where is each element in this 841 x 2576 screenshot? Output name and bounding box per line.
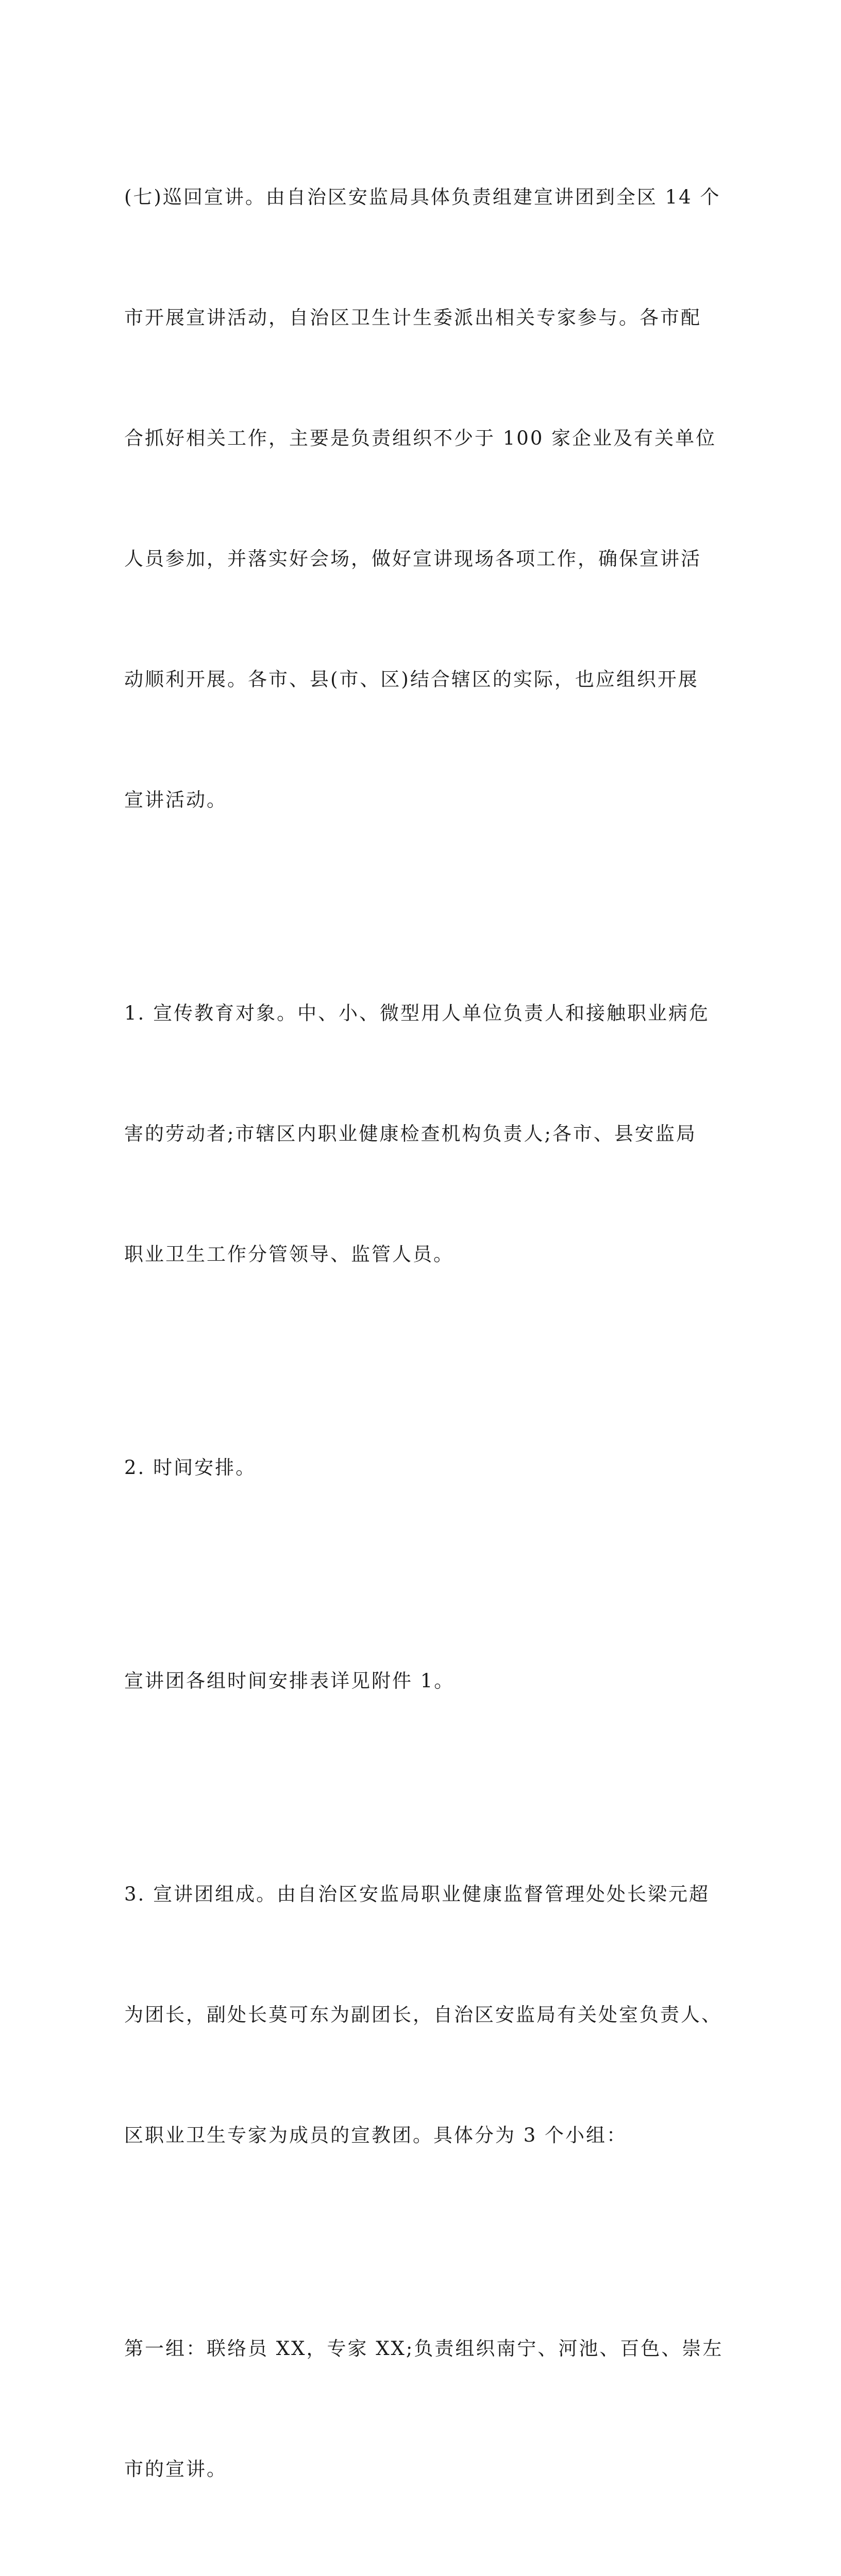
text-line: 市的宣讲。 bbox=[124, 2458, 227, 2480]
paragraph-team-composition bbox=[124, 1794, 722, 2236]
paragraph-education-targets bbox=[124, 913, 712, 1355]
paragraph-tour-lectures bbox=[124, 97, 721, 901]
text-line: 害的劳动者;市辖区内职业健康检查机构负责人;各市、县安监局 bbox=[124, 1123, 697, 1145]
text-line: (七)巡回宣讲。由自治区安监局具体负责组建宣讲团到全区 14 个 bbox=[124, 186, 721, 208]
text-line: 市开展宣讲活动，自治区卫生计生委派出相关专家参与。各市配 bbox=[124, 307, 701, 329]
text-line: 3. 宣讲团组成。由自治区安监局职业健康监督管理处处长梁元超 bbox=[124, 1883, 710, 1905]
text-line: 宣讲团各组时间安排表详见附件 1。 bbox=[124, 1670, 455, 1692]
paragraph-group-one bbox=[124, 2248, 724, 2570]
text-line: 2. 时间安排。 bbox=[124, 1456, 257, 1479]
text-line: 1. 宣传教育对象。中、小、微型用人单位负责人和接触职业病危 bbox=[124, 1002, 710, 1024]
paragraph-schedule-heading bbox=[124, 1367, 712, 1568]
text-line: 动顺利开展。各市、县(市、区)结合辖区的实际，也应组织开展 bbox=[124, 668, 699, 690]
text-line: 人员参加，并落实好会场，做好宣讲现场各项工作，确保宣讲活 bbox=[124, 548, 701, 570]
text-line: 宣讲活动。 bbox=[124, 789, 227, 811]
text-line: 区职业卫生专家为成员的宣教团。具体分为 3 个小组： bbox=[124, 2124, 628, 2146]
text-line: 职业卫生工作分管领导、监管人员。 bbox=[124, 1243, 454, 1265]
document-body bbox=[124, 97, 724, 2576]
text-line: 合抓好相关工作，主要是负责组织不少于 100 家企业及有关单位 bbox=[124, 427, 717, 449]
paragraph-schedule-detail bbox=[124, 1581, 712, 1782]
text-line: 第一组：联络员 XX，专家 XX;负责组织南宁、河池、百色、崇左 bbox=[124, 2337, 724, 2360]
text-line: 为团长，副处长莫可东为副团长，自治区安监局有关处室负责人、 bbox=[124, 2004, 722, 2026]
